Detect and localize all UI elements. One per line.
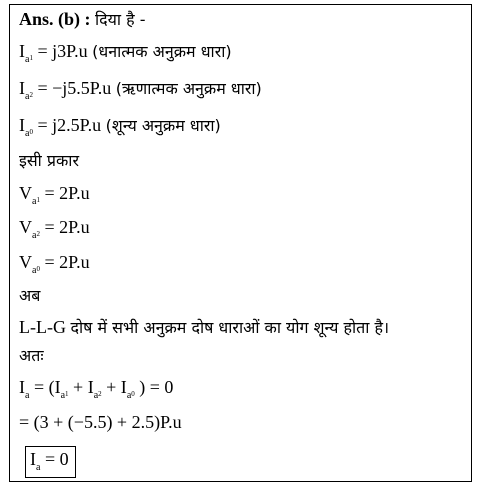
llg-statement xyxy=(19,316,389,339)
voltage-negative-line: $V_a2 = 2P.u$ xyxy=(19,217,90,241)
current-note: (ऋणात्मक अनुक्रम धारा) xyxy=(115,79,262,98)
voltage-zero-line: $V_a0 = 2P.u$ xyxy=(19,252,90,276)
result-line xyxy=(25,446,76,478)
result-box: $I_a = 0$ xyxy=(25,446,76,478)
current-note: (धनात्मक अनुक्रम धारा) xyxy=(92,42,232,61)
now-text: अब xyxy=(19,286,41,305)
current-note: (शून्य अनुक्रम धारा) xyxy=(105,116,221,135)
current-zero-line: $I_a0 = j2.5P.u$ (शून्य अनुक्रम धारा) xyxy=(19,115,221,139)
substitution-equation: = (3 + (−5.5) + 2.5)P.u xyxy=(19,412,182,432)
therefore-text: अतः xyxy=(19,346,44,365)
answer-heading xyxy=(19,8,146,31)
similarly-text: इसी प्रकार xyxy=(19,151,79,170)
sum-equation: $I_a = (I_a1 + I_a2 + I_a0$ ) = 0 xyxy=(19,377,174,401)
statement-text: दोष में सभी अनुक्रम दोष धाराओं का योग शून्य होता है। xyxy=(70,318,390,337)
given-text: दिया है - xyxy=(95,10,146,29)
current-negative-line: $I_a2 = -j5.5P.u$ (ऋणात्मक अनुक्रम धारा) xyxy=(19,78,262,102)
statement-prefix: L-L-G xyxy=(19,317,66,337)
answer-label: Ans. (b) : xyxy=(19,9,91,29)
current-positive-line: $I_a1 = j3P.u$ (धनात्मक अनुक्रम धारा) xyxy=(19,41,232,65)
voltage-positive-line: $V_a1 = 2P.u$ xyxy=(19,183,90,207)
